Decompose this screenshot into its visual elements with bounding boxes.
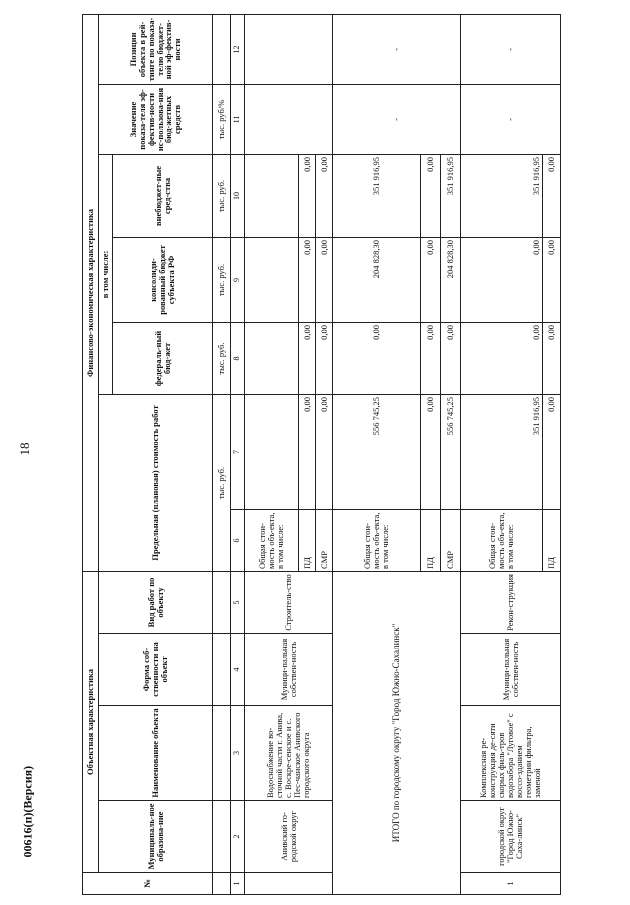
total-smr-fed: 0,00 (441, 322, 461, 394)
obj1-total-label: Общая стои-мость объ-екта, в том числе: (245, 509, 299, 571)
obj2-pd-cost: 0,00 (543, 394, 561, 509)
obj2-form: Муници-пальная собствен-ность (461, 634, 561, 706)
index-cell: 7 (231, 394, 245, 509)
total-smr-cost: 556 745,25 (441, 394, 461, 509)
col-header-muni: Муниципаль-ное образова-ние (99, 801, 213, 873)
investment-table (82, 14, 561, 895)
col-header-consolidated: консолиди-рованный бюджет субъекта РФ (113, 237, 213, 322)
obj1-smr-extra: 0,00 (316, 154, 333, 237)
obj1-smr-cons: 0,00 (316, 237, 333, 322)
total-cost: 556 745,25 (333, 394, 421, 509)
obj2-total-cost: 351 916,95 (461, 394, 543, 509)
total-pd-cons: 0,00 (421, 237, 441, 322)
total-smr-cons: 204 828,30 (441, 237, 461, 322)
obj1-smr-cost: 0,00 (316, 394, 333, 509)
index-cell: 8 (231, 322, 245, 394)
column-index-row (231, 14, 245, 894)
unit-federal: тыс. руб. (213, 322, 231, 394)
index-cell: 10 (231, 154, 245, 237)
obj1-pd-label: ПД (299, 509, 316, 571)
obj2-efficiency: - (461, 84, 561, 154)
obj2-total-extra: 351 916,95 (461, 154, 543, 237)
unit-cost: тыс. руб. (213, 394, 231, 571)
obj1-pd-extra: 0,00 (299, 154, 316, 237)
obj2-pd-extra: 0,00 (543, 154, 561, 237)
header-row-sub (99, 14, 113, 894)
table-row (245, 14, 299, 894)
table-row (333, 14, 421, 894)
col-header-form: Форма соб-ственности на объект (99, 634, 213, 706)
obj1-muni: Анивский го-родской округ (245, 801, 333, 873)
index-cell: 2 (231, 801, 245, 873)
index-cell: 12 (231, 14, 245, 84)
table-row (461, 14, 543, 894)
col-header-in-that-number: в том числе: (99, 154, 113, 394)
col-header-rank: Позиции объекта в рей-тинге по показа-телю бюджет-ной эф-фектив-ности (99, 14, 213, 84)
total-total-label: Общая стои-мость объ-екта, в том числе: (333, 509, 421, 571)
obj2-total-label: Общая стои-мость объ-екта, в том числе: (461, 509, 543, 571)
group-header-finance: Финансово-экономическая характеристика (83, 14, 99, 571)
obj2-pd-cons: 0,00 (543, 237, 561, 322)
obj1-pd-cost: 0,00 (299, 394, 316, 509)
obj1-pd-fed: 0,00 (299, 322, 316, 394)
col-header-num: № (83, 873, 213, 895)
index-cell: 11 (231, 84, 245, 154)
total-pd-extra: 0,00 (421, 154, 441, 237)
obj2-name: Комплексная ре-конструкция де-сяти скорых филь-тров водозабора "Луговое" с воссо-зданием геометрии фильтра, заменой (461, 706, 561, 801)
obj1-form: Муници-пальная собствен-ность (245, 634, 333, 706)
header-row-groups (83, 14, 99, 894)
total-fed: 0,00 (333, 322, 421, 394)
page-number: 18 (17, 442, 32, 456)
obj1-pd-cons: 0,00 (299, 237, 316, 322)
document-footer: 00616(п)(Версия) (20, 765, 35, 858)
obj1-smr-fed: 0,00 (316, 322, 333, 394)
obj2-pd-label: ПД (543, 509, 561, 571)
obj2-muni: городской округ "Город Южно-Саха-линск" (461, 801, 561, 873)
index-cell: 1 (231, 873, 245, 895)
total-efficiency: - (333, 84, 461, 154)
col-header-efficiency: Значение показа-теля эф-фектив-ности ис-пользова-ния бюд-жетных средств (99, 84, 213, 154)
unit-efficiency: тыс. руб/% (213, 84, 231, 154)
col-header-federal: федераль-ный бюд-жет (113, 322, 213, 394)
total-cons: 204 828,30 (333, 237, 421, 322)
index-cell: 6 (231, 509, 245, 571)
obj2-total-fed: 0,00 (461, 322, 543, 394)
total-pd-fed: 0,00 (421, 322, 441, 394)
obj2-num: 1 (461, 873, 561, 895)
total-rank: - (333, 14, 461, 84)
index-cell: 3 (231, 706, 245, 801)
obj1-work: Строитель-ство (245, 571, 333, 633)
obj1-smr-label: СМР (316, 509, 333, 571)
col-header-extrabudget: внебюджет-ные сред-ства (113, 154, 213, 237)
total-pd-label: ПД (421, 509, 441, 571)
total-smr-label: СМР (441, 509, 461, 571)
index-cell: 5 (231, 571, 245, 633)
index-cell: 9 (231, 237, 245, 322)
rotated-table-sheet (82, 15, 582, 895)
total-pd-cost: 0,00 (421, 394, 441, 509)
unit-consolidated: тыс. руб. (213, 237, 231, 322)
unit-extrabudget: тыс. руб. (213, 154, 231, 237)
total-row-label: ИТОГО по городскому округу "Город Южно-Сахалинск" (333, 571, 461, 894)
group-header-object: Объектная характеристика (83, 571, 99, 872)
total-smr-extra: 351 916,95 (441, 154, 461, 237)
col-header-name: Наименование объекта (99, 706, 213, 801)
units-row (213, 14, 231, 894)
col-header-cost: Предельная (плановая) стоимость работ (99, 394, 213, 571)
obj1-name: Водоснабжение во-сточной части г. Анива, с. Воскре-сенское и с. Пес-чанское Анивского городского округа (245, 706, 333, 801)
index-cell: 4 (231, 634, 245, 706)
obj2-total-cons: 0,00 (461, 237, 543, 322)
obj2-pd-fed: 0,00 (543, 322, 561, 394)
obj2-work: Рекон-струкция (461, 571, 561, 633)
total-extra: 351 916,95 (333, 154, 421, 237)
col-header-work: Вид работ по объекту (99, 571, 213, 633)
obj2-rank: - (461, 14, 561, 84)
